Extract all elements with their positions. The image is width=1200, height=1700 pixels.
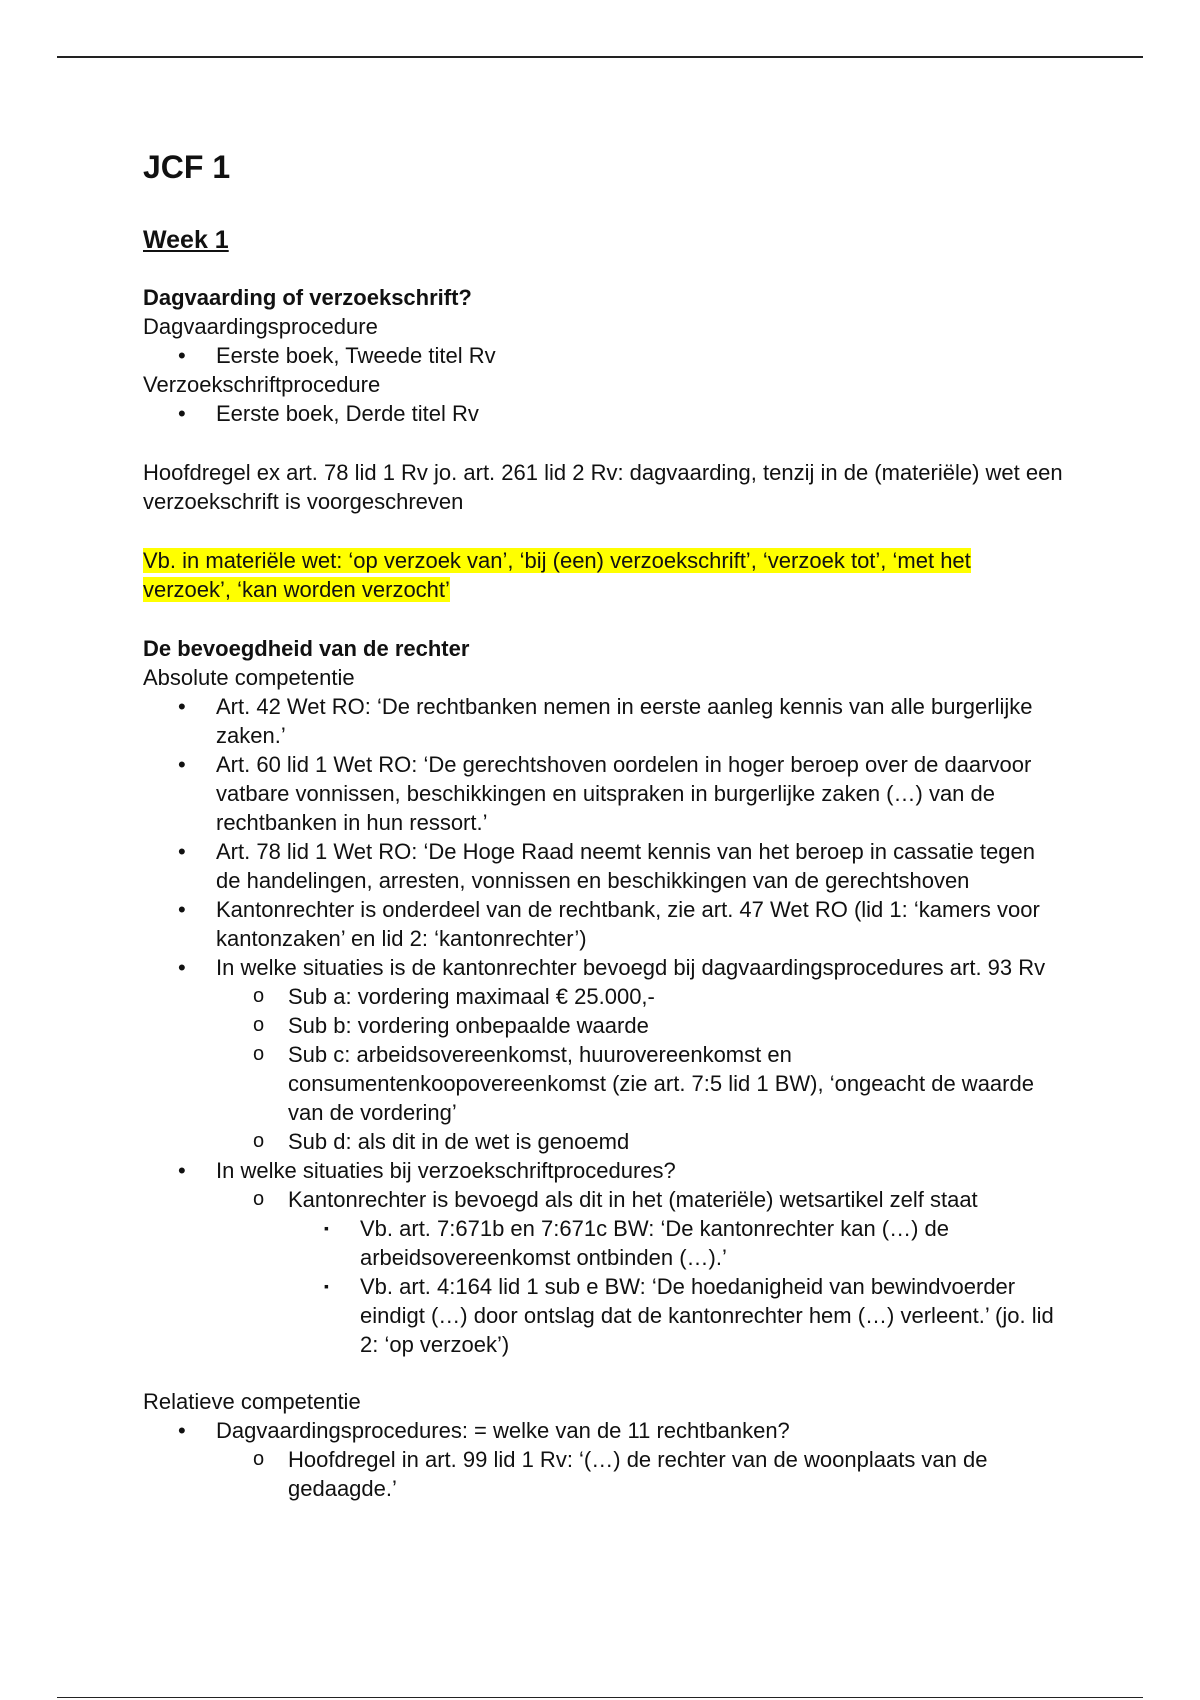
circle-marker: o bbox=[253, 985, 265, 1007]
list-item: • In welke situaties is de kantonrechter bevoegd bij dagvaardingsprocedures art. 93 Rv bbox=[178, 955, 1046, 980]
bullet-marker: • bbox=[178, 1418, 186, 1443]
bullet-marker: • bbox=[178, 897, 186, 922]
proc-verzoekschrift-list bbox=[143, 399, 1063, 428]
bullet-marker: • bbox=[178, 694, 186, 719]
circle-marker: o bbox=[253, 1014, 265, 1036]
square-marker: ▪ bbox=[324, 1220, 329, 1236]
list-item: • Art. 60 lid 1 Wet RO: ‘De gerechtshoven oordelen in hoger beroep over de daarvoor vatbare vonnissen, beschikkingen en uitspraken in burgerlijke zaken (…) van de rechtbanken in hun ressort.’ bbox=[178, 752, 1032, 835]
sub-list-item: o Kantonrechter is bevoegd als dit in het (materiële) wetsartikel zelf staat bbox=[253, 1187, 978, 1212]
list-item: • Dagvaardingsprocedures: = welke van de 11 rechtbanken? bbox=[178, 1418, 790, 1443]
bullet-marker: • bbox=[178, 1158, 186, 1183]
bullet-marker: • bbox=[178, 401, 186, 426]
square-marker: ▪ bbox=[324, 1278, 329, 1294]
document-page bbox=[143, 145, 1063, 1503]
list-item: • Kantonrechter is onderdeel van de rechtbank, zie art. 47 Wet RO (lid 1: ‘kamers voor kantonzaken’ en lid 2: ‘kantonrechter’) bbox=[178, 897, 1040, 951]
circle-marker: o bbox=[253, 1188, 265, 1210]
section-heading-dagvaarding: Dagvaarding of verzoekschrift? bbox=[143, 285, 472, 310]
circle-marker: o bbox=[253, 1130, 265, 1152]
bullet-marker: • bbox=[178, 343, 186, 368]
proc-dagvaarding-list bbox=[143, 341, 1063, 370]
list-item: • Art. 78 lid 1 Wet RO: ‘De Hoge Raad neemt kennis van het beroep in cassatie tegen de handelingen, arresten, vonnissen en beschikkingen van de gerechtshoven bbox=[178, 839, 1035, 893]
document-title: JCF 1 bbox=[143, 149, 231, 185]
list-item: • Eerste boek, Derde titel Rv bbox=[178, 401, 479, 426]
sub-sub-list-item: ▪ Vb. art. 4:164 lid 1 sub e BW: ‘De hoedanigheid van bewindvoerder eindigt (…) door ontslag dat de kantonrechter hem (…) verleent.’ (jo. lid 2: ‘op verzoek’) bbox=[324, 1274, 1054, 1357]
sub-list-item: o Sub c: arbeidsovereenkomst, huurovereenkomst en consumentenkoopovereenkomst (zie art. 7:5 lid 1 BW), ‘ongeacht de waarde van de vordering’ bbox=[253, 1042, 1034, 1125]
circle-marker: o bbox=[253, 1448, 265, 1470]
list-item: • In welke situaties bij verzoekschriftprocedures? bbox=[178, 1158, 676, 1183]
relatieve-competentie-label: Relatieve competentie bbox=[143, 1389, 361, 1414]
absolute-competentie-list bbox=[143, 692, 1063, 1359]
highlighted-example: Vb. in materiële wet: ‘op verzoek van’, ‘bij (een) verzoekschrift’, ‘verzoek tot’, ‘met het verzoek’, ‘kan worden verzocht’ bbox=[143, 548, 971, 602]
relatieve-competentie-list bbox=[143, 1416, 1063, 1503]
list-item: • Art. 42 Wet RO: ‘De rechtbanken nemen in eerste aanleg kennis van alle burgerlijke zaken.’ bbox=[178, 694, 1033, 748]
sub-list-item: o Sub b: vordering onbepaalde waarde bbox=[253, 1013, 649, 1038]
bullet-marker: • bbox=[178, 955, 186, 980]
footer-rule bbox=[57, 1697, 1143, 1698]
section-heading-bevoegdheid: De bevoegdheid van de rechter bbox=[143, 636, 470, 661]
sub-sub-list-item: ▪ Vb. art. 7:671b en 7:671c BW: ‘De kantonrechter kan (…) de arbeidsovereenkomst ontbinden (…).’ bbox=[324, 1216, 950, 1270]
circle-marker: o bbox=[253, 1043, 265, 1065]
sub-list-item: o Sub d: als dit in de wet is genoemd bbox=[253, 1129, 630, 1154]
list-item: • Eerste boek, Tweede titel Rv bbox=[178, 343, 496, 368]
week-heading: Week 1 bbox=[143, 226, 229, 254]
absolute-competentie-label: Absolute competentie bbox=[143, 665, 355, 690]
proc-dagvaarding-label: Dagvaardingsprocedure bbox=[143, 314, 378, 339]
bullet-marker: • bbox=[178, 752, 186, 777]
hoofdregel-paragraph: Hoofdregel ex art. 78 lid 1 Rv jo. art. 261 lid 2 Rv: dagvaarding, tenzij in de (materiële) wet een verzoekschrift is voorgeschreven bbox=[143, 460, 1063, 514]
header-rule bbox=[57, 56, 1143, 58]
proc-verzoekschrift-label: Verzoekschriftprocedure bbox=[143, 372, 381, 397]
sub-list-item: o Hoofdregel in art. 99 lid 1 Rv: ‘(…) de rechter van de woonplaats van de gedaagde.’ bbox=[253, 1447, 988, 1501]
bullet-marker: • bbox=[178, 839, 186, 864]
sub-list-item: o Sub a: vordering maximaal € 25.000,- bbox=[253, 984, 655, 1009]
